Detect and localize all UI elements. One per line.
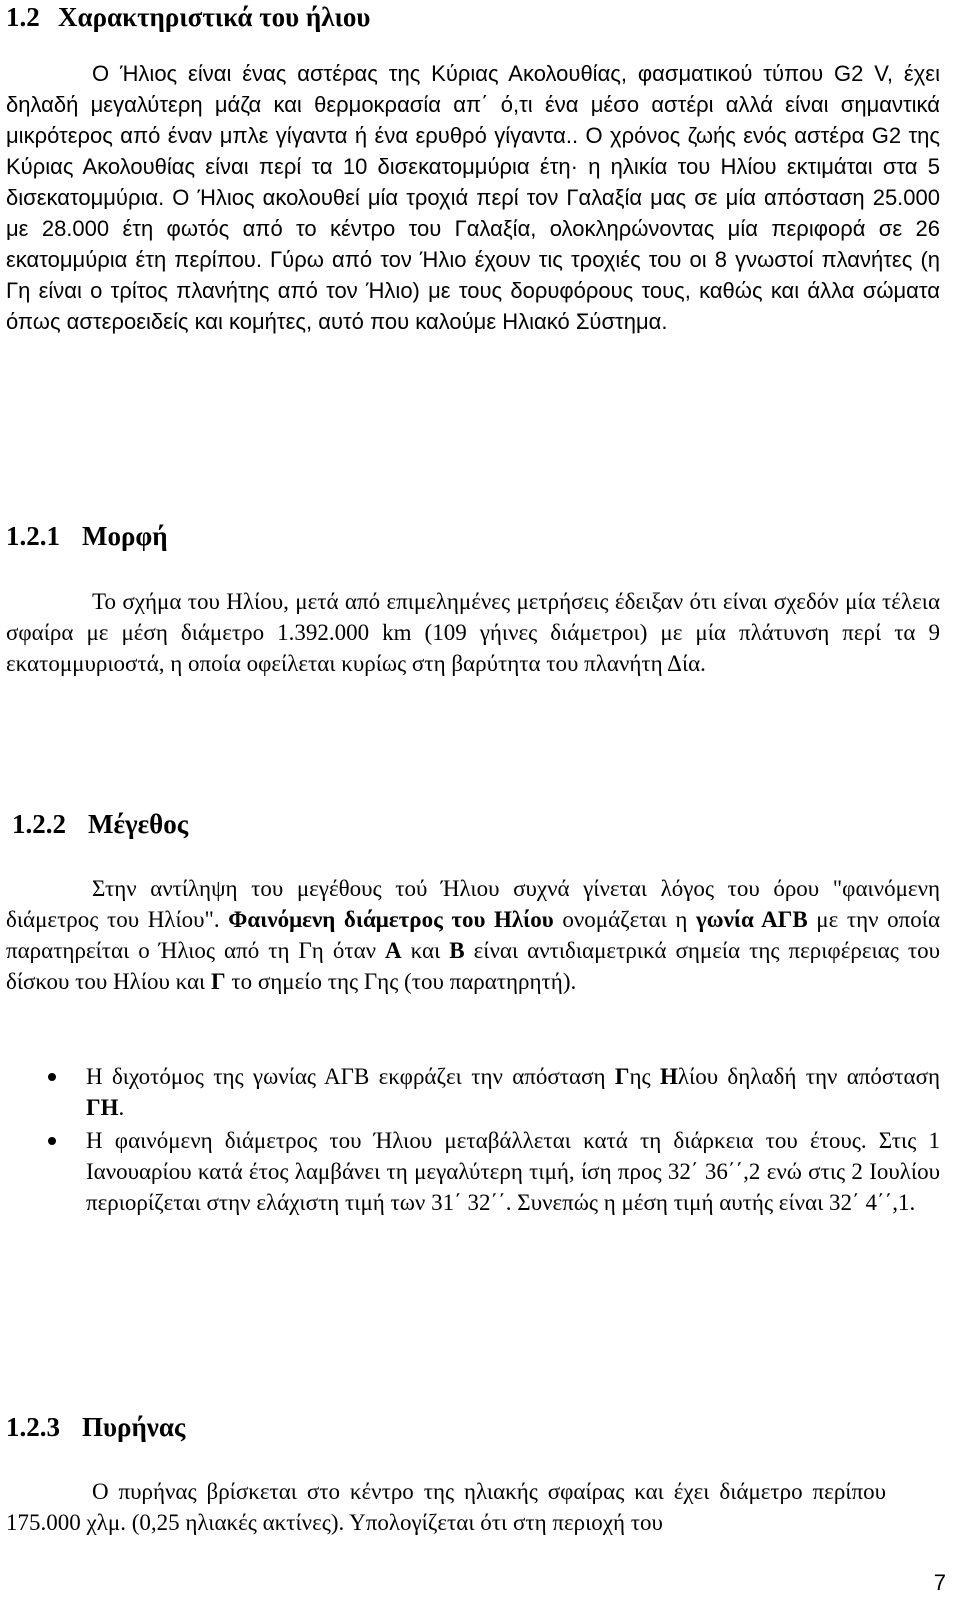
morfi-paragraph: Το σχήμα του Ηλίου, μετά από επιμελημένες μετρήσεις έδειξαν ότι είναι σχεδόν μία τέλεια σφαίρα με μέση διάμετρο 1.392.000 km (109 γήινες διάμετροι) με μία πλάτυνση περί τα 9 εκατομμυριοστά, η οποία οφείλεται κυρίως στη βαρύτητα του πλανήτη Δία. [6,589,940,676]
section-number: 1.2 [6,2,40,32]
text-run: με την οποία παρατηρείται ο Ήλιος από τη Γη όταν [6,907,940,963]
bold-term: Η [659,1064,678,1089]
subsection-heading-pyrinas [6,1410,185,1444]
text-run: λίου δηλαδή την απόσταση [677,1064,940,1089]
section-heading [6,0,370,34]
page-number: 7 [933,1570,946,1595]
bullet-icon [48,1137,56,1145]
section-paragraph: Ο Ήλιος είναι ένας αστέρας της Κύριας Ακολουθίας, φασματικού τύπου G2 V, έχει δηλαδή μεγαλύτερη μάζα και θερμοκρασία απ΄ ό,τι ένα μέσο αστέρι αλλά είναι σημαντικά μικρότερος από έναν μπλε γίγαντα ή ένα ερυθρό γίγαντα.. Ο χρόνος ζωής ενός αστέρα G2 της Κύριας Ακολουθίας είναι περί τα 10 δισεκατομμύρια έτη· η ηλικία του Ηλίου εκτιμάται στα 5 δισεκατομμύρια. Ο Ήλιος ακολουθεί μία τροχιά περί τον Γαλαξία μας σε μία απόσταση 25.000 με 28.000 έτη φωτός από το κέντρο του Γαλαξία, ολοκληρώνοντας μία περιφορά σε 26 εκατομμύρια έτη περίπου. Γύρω από τον Ήλιο έχουν τις τροχιές του οι 8 γνωστοί πλανήτες (η Γη είναι ο τρίτος πλανήτης από τον Ήλιο) με τους δορυφόρους τους, καθώς και άλλα σώματα όπως αστεροειδείς και κομήτες, αυτό που καλούμε Ηλιακό Σύστημα. [6,61,940,334]
pyrinas-paragraph: Ο πυρήνας βρίσκεται στο κέντρο της ηλιακής σφαίρας και έχει διάμετρο περίπου 175.000 χλμ. (0,25 ηλιακές ακτίνες). Υπολογίζεται ότι στη περιοχή του [6,1479,886,1535]
text-run: ης [629,1064,660,1089]
subsection-number: 1.2.2 [12,809,66,839]
text-run: Στην αντίληψη του μεγέθους τού Ήλιου συχνά γίνεται λόγος του όρου "φαινόμενη διάμετρος του Ηλίου". [6,876,940,932]
text-run: και [401,938,450,963]
subsection-title: Μορφή [82,521,168,551]
section-title: Χαρακτηριστικά του ήλιου [58,2,371,32]
subsection-title: Μέγεθος [88,809,189,839]
subsection-number: 1.2.3 [6,1412,60,1442]
bold-term: Φαινόμενη διάμετρος του Ηλίου [228,907,554,932]
subsection-number: 1.2.1 [6,521,60,551]
list-item [86,1125,940,1218]
bold-term: γωνία ΑΓΒ [696,907,808,932]
megethos-paragraph [6,873,940,997]
list-item [86,1061,940,1123]
bold-term: Α [385,938,402,963]
subsection-heading-morfi [6,519,168,553]
bold-term: Γ [614,1064,630,1089]
subsection-title: Πυρήνας [82,1412,186,1442]
bold-term: ΓΗ [86,1095,119,1120]
text-run: Η διχοτόμος της γωνίας ΑΓΒ εκφράζει την απόσταση [86,1064,615,1089]
bold-term: Γ [211,969,226,994]
text-run: ονομάζεται η [553,907,696,932]
bullet-icon [48,1073,56,1081]
text-run: Η φαινόμενη διάμετρος του Ήλιου μεταβάλλεται κατά τη διάρκεια του έτους. Στις 1 Ιανουαρίου κατά έτος λαμβάνει τη μεγαλύτερη τιμή, ίση προς 32΄ 36΄΄,2 ενώ στις 2 Ιουλίου περιορίζεται στην ελάχιστη τιμή των 31΄ 32΄΄. Συνεπώς η μέση τιμή αυτής είναι 32΄ 4΄΄,1. [86,1128,940,1215]
text-run: είναι αντιδιαμετρικά σημεία της περιφέρειας του δίσκου του Ηλίου και [6,938,940,994]
text-run: . [118,1095,125,1120]
text-run: το σημείο της Γης (του παρατηρητή). [225,969,577,994]
subsection-heading-megethos [12,807,188,841]
megethos-bullet-list [86,1061,940,1220]
bold-term: Β [449,938,465,963]
